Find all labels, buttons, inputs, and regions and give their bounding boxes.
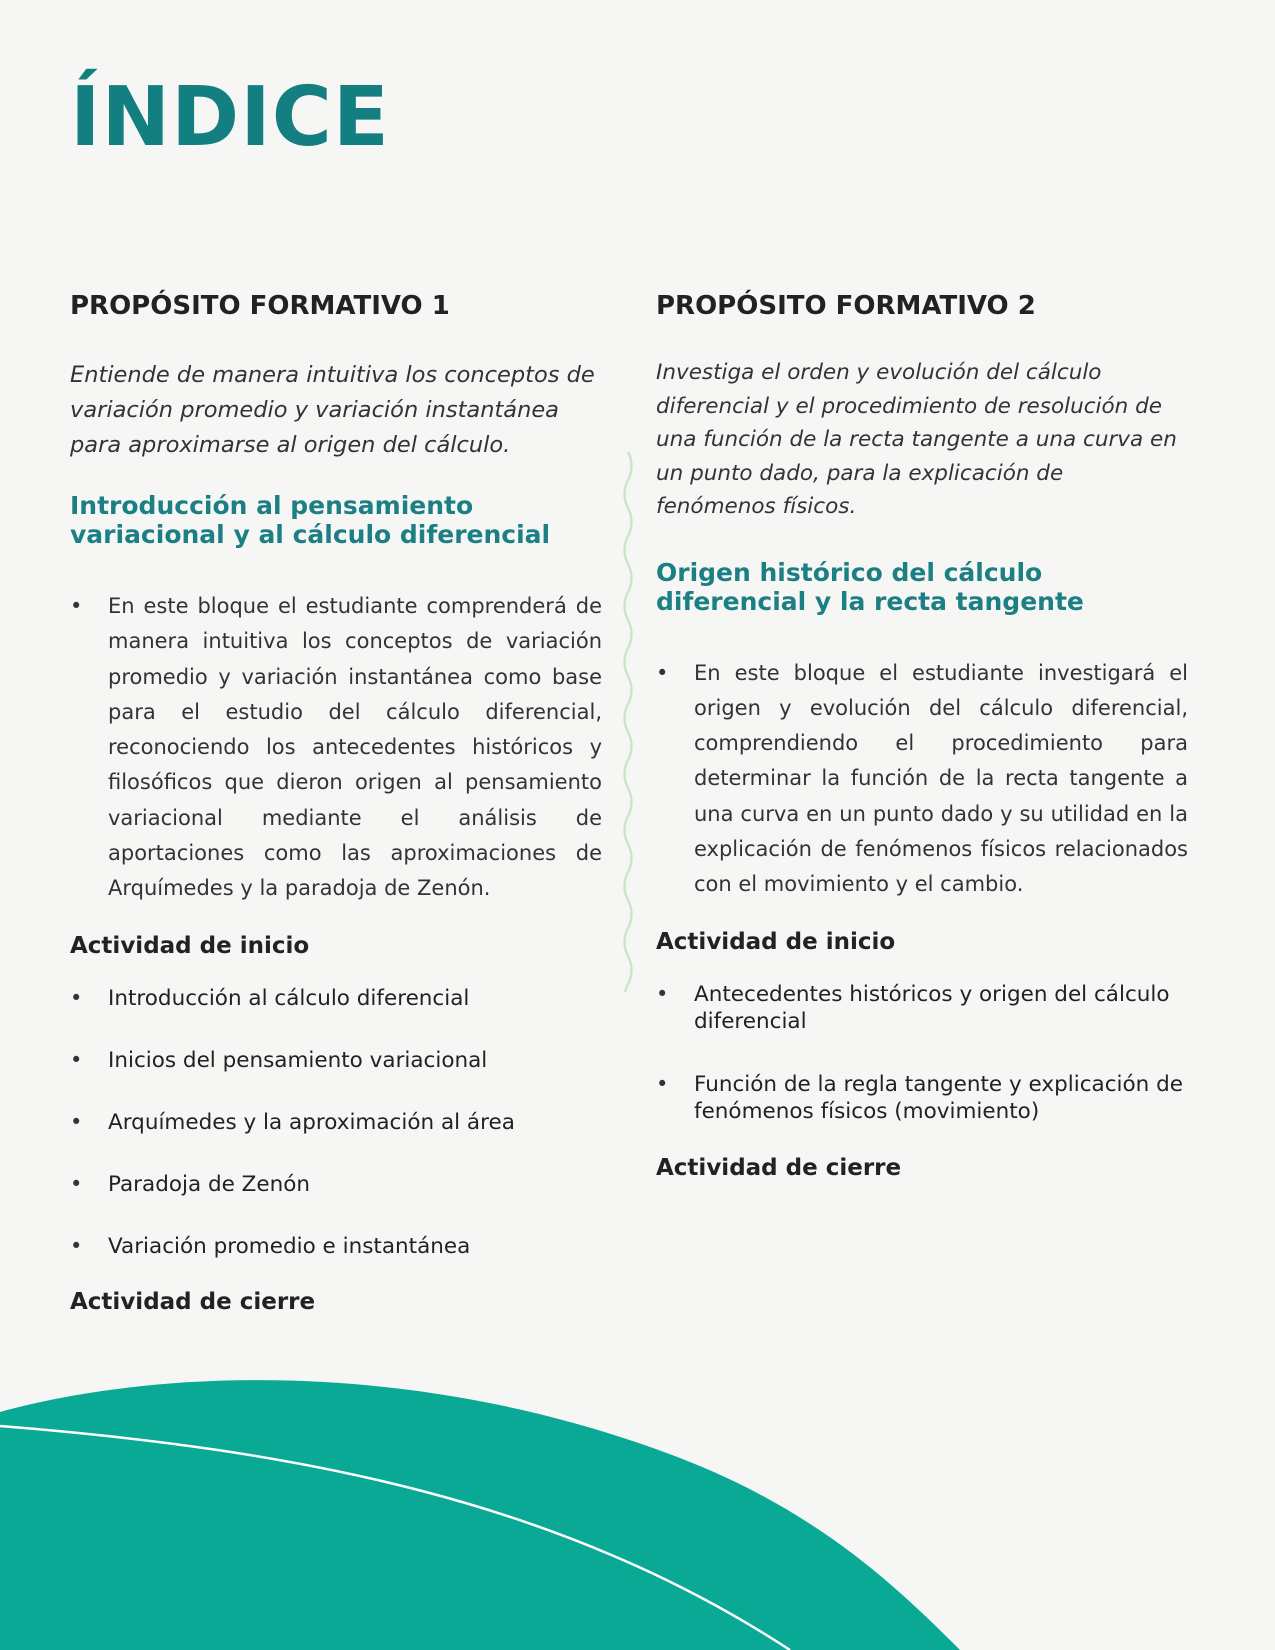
list-item — [70, 1233, 602, 1260]
bullet-icon: • — [70, 1171, 83, 1196]
list-item — [70, 985, 602, 1012]
closing-activity-heading: Actividad de cierre — [70, 1288, 316, 1315]
bullet-icon: • — [70, 1233, 83, 1258]
closing-activity-heading: Actividad de cierre — [656, 1154, 902, 1181]
topic-label: Introducción al cálculo diferencial — [108, 985, 470, 1011]
list-item — [70, 1171, 602, 1198]
list-item — [70, 589, 602, 907]
purpose-heading: PROPÓSITO FORMATIVO 2 — [656, 291, 1036, 321]
purpose-column-2 — [656, 288, 1188, 1185]
purpose-text: Entiende de manera intuitiva los conceptos de variación promedio y variación instantánea para aproximarse al origen del cálculo. — [70, 362, 595, 458]
topic-label: Inicios del pensamiento variacional — [108, 1047, 488, 1073]
block-title: Introducción al pensamiento variacional y al cálculo diferencial — [70, 491, 551, 549]
topic-label: Variación promedio e instantánea — [108, 1233, 471, 1259]
topic-label: Arquímedes y la aproximación al área — [108, 1109, 515, 1135]
bullet-icon: • — [656, 660, 669, 685]
bullet-icon: • — [656, 1071, 669, 1096]
topic-label: Paradoja de Zenón — [108, 1171, 311, 1197]
start-activity-heading: Actividad de inicio — [656, 928, 896, 955]
bullet-icon: • — [70, 1109, 83, 1134]
purpose-text: Investiga el orden y evolución del cálculo diferencial y el procedimiento de resolución de una función de la recta tangente a una curva en un punto dado, para la explicación de fenómenos físicos. — [656, 360, 1177, 519]
bullet-icon: • — [70, 1047, 83, 1072]
wavy-divider — [616, 452, 640, 992]
list-item — [656, 656, 1188, 903]
bullet-icon: • — [656, 981, 669, 1006]
start-activity-heading: Actividad de inicio — [70, 932, 310, 959]
topic-label: Antecedentes históricos y origen del cálculo diferencial — [694, 981, 1170, 1034]
purpose-column-1 — [70, 288, 602, 1319]
bullet-icon: • — [70, 985, 83, 1010]
topic-label: Función de la regla tangente y explicación de fenómenos físicos (movimiento) — [694, 1071, 1183, 1124]
page-title: ÍNDICE — [70, 70, 390, 165]
bullet-icon: • — [70, 594, 83, 618]
list-item — [656, 1071, 1188, 1125]
block-description-list — [656, 656, 1188, 903]
topic-list — [70, 985, 602, 1260]
block-description-list — [70, 589, 602, 907]
purpose-heading: PROPÓSITO FORMATIVO 1 — [70, 291, 450, 321]
block-description: En este bloque el estudiante comprenderá de manera intuitiva los conceptos de variación promedio y variación instantánea como base para el estudio del cálculo diferencial, reconociendo los antecedentes históricos y filosóficos que dieron origen al pensamiento variacional mediante el análisis de aportaciones como las aproximaciones de Arquímedes y la paradoja de Zenón. — [108, 594, 602, 901]
list-item — [70, 1109, 602, 1136]
block-description: En este bloque el estudiante investigará el origen y evolución del cálculo diferencial, comprendiendo el procedimiento para determinar la función de la recta tangente a una curva en un punto dado y su utilidad en la explicación de fenómenos físicos relacionados con el movimiento y el cambio. — [694, 660, 1188, 897]
decorative-bottom-wave — [0, 1380, 1275, 1650]
topic-list — [656, 981, 1188, 1125]
list-item — [70, 1047, 602, 1074]
list-item — [656, 981, 1188, 1035]
block-title: Origen histórico del cálculo diferencial y la recta tangente — [656, 557, 1084, 616]
